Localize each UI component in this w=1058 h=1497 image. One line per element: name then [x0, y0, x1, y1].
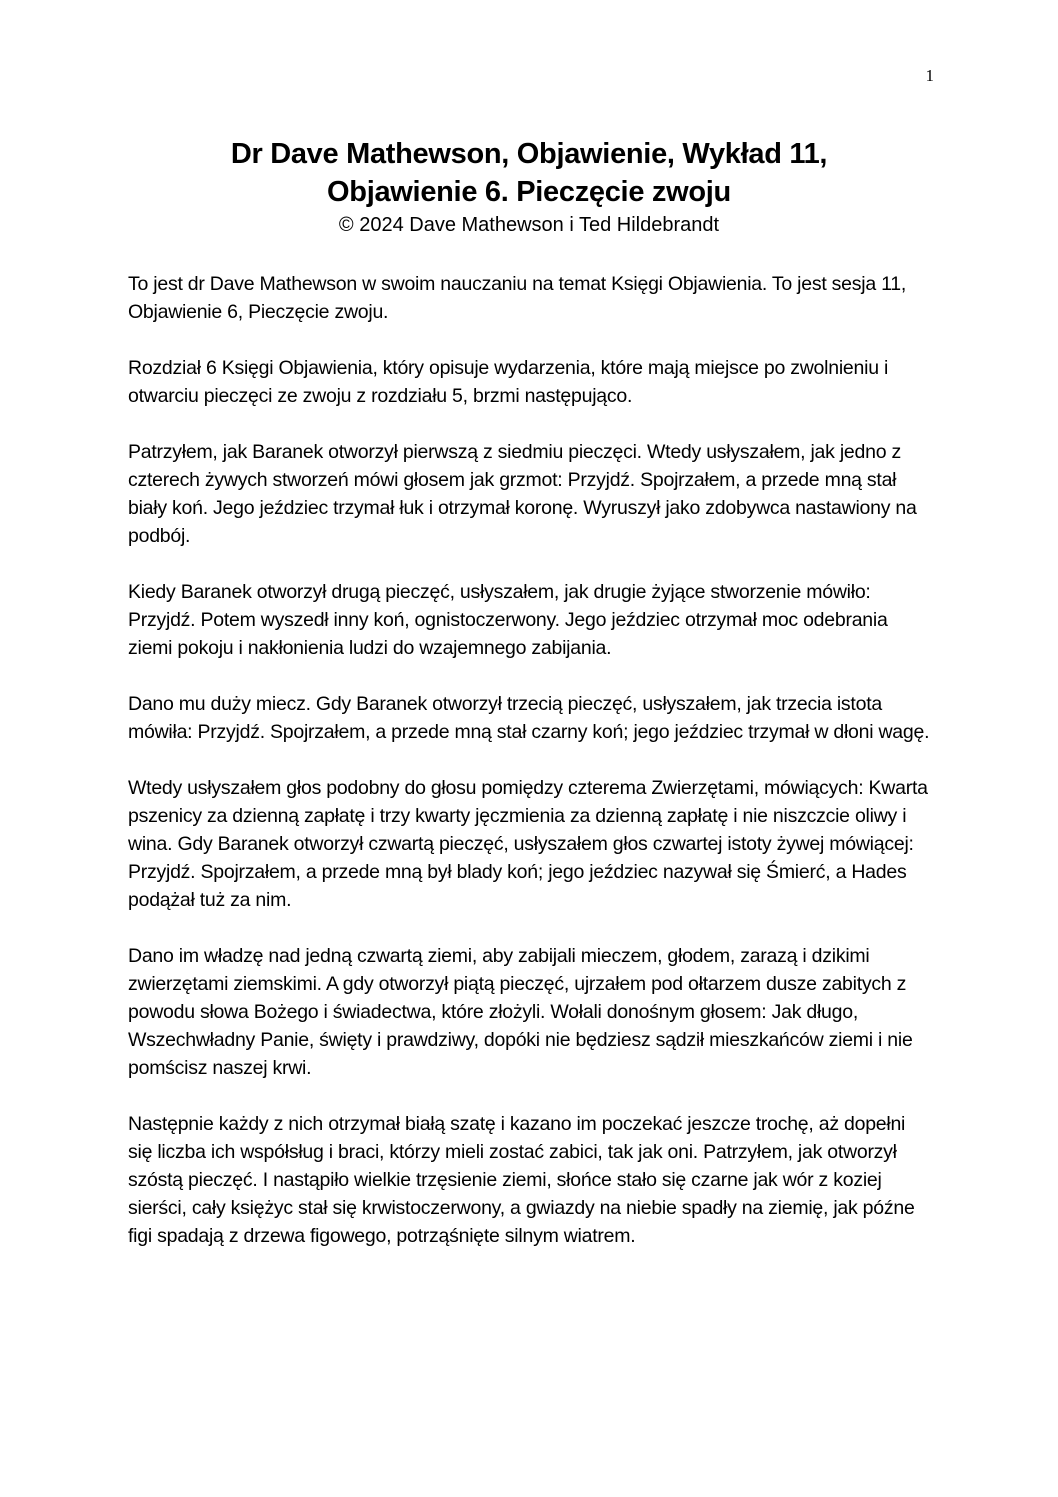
- document-title-line-2: Objawienie 6. Pieczęcie zwoju: [327, 176, 731, 208]
- paragraph-sixth-seal: Następnie każdy z nich otrzymał białą szatę i kazano im poczekać jeszcze trochę, aż dopełni się liczba ich współsług i braci, którzy mieli zostać zabici, tak jak oni. Patrzyłem, jak otworzył szóstą pieczęć. I nastąpiło wielkie trzęsienie ziemi, słońce stało się czarne jak wór z koziej sierści, cały księżyc stał się krwistoczerwony, a gwiazdy na niebie spadły na ziemię, jak późne figi spadają z drzewa figowego, potrząśnięte silnym wiatrem.: [128, 1113, 915, 1247]
- paragraph-chapter-overview: Rozdział 6 Księgi Objawienia, który opisuje wydarzenia, które mają miejsce po zwolnieniu i otwarciu pieczęci ze zwoju z rozdziału 5, brzmi następująco.: [128, 357, 889, 407]
- copyright-notice: © 2024 Dave Mathewson i Ted Hildebrandt: [338, 214, 720, 236]
- document-title-line-1: Dr Dave Mathewson, Objawienie, Wykład 11,: [230, 138, 828, 170]
- document-body: [128, 270, 934, 1278]
- document-header: [100, 135, 958, 239]
- paragraph-third-seal: Dano mu duży miecz. Gdy Baranek otworzył trzecią pieczęć, usłyszałem, jak trzecia istota mówiła: Przyjdź. Spojrzałem, a przede mną stał czarny koń; jego jeździec trzymał w dłoni wagę.: [128, 693, 930, 743]
- paragraph-first-seal: Patrzyłem, jak Baranek otworzył pierwszą z siedmiu pieczęci. Wtedy usłyszałem, jak jedno z czterech żywych stworzeń mówi głosem jak grzmot: Przyjdź. Spojrzałem, a przede mną stał biały koń. Jego jeździec trzymał łuk i otrzymał koronę. Wyruszył jako zdobywca nastawiony na podbój.: [128, 441, 917, 547]
- paragraph-intro: To jest dr Dave Mathewson w swoim nauczaniu na temat Księgi Objawienia. To jest sesja 11, Objawienie 6, Pieczęcie zwoju.: [128, 273, 907, 323]
- paragraph-fifth-seal: Dano im władzę nad jedną czwartą ziemi, aby zabijali mieczem, głodem, zarazą i dzikimi zwierzętami ziemskimi. A gdy otworzył piątą pieczęć, ujrzałem pod ołtarzem dusze zabitych z powodu słowa Bożego i świadectwa, które złożyli. Wołali donośnym głosem: Jak długo, Wszechwładny Panie, święty i prawdziwy, dopóki nie będziesz sądził mieszkańców ziemi i nie pomścisz naszej krwi.: [128, 945, 913, 1079]
- paragraph-fourth-seal: Wtedy usłyszałem głos podobny do głosu pomiędzy czterema Zwierzętami, mówiących: Kwarta pszenicy za dzienną zapłatę i trzy kwarty jęczmienia za dzienną zapłatę i nie niszczcie oliwy i wina. Gdy Baranek otworzył czwartą pieczęć, usłyszałem głos czwartej istoty żywej mówiącej: Przyjdź. Spojrzałem, a przede mną był blady koń; jego jeździec nazywał się Śmierć, a Hades podążał tuż za nim.: [128, 777, 928, 911]
- page-number: 1: [925, 66, 934, 85]
- paragraph-second-seal: Kiedy Baranek otworzył drugą pieczęć, usłyszałem, jak drugie żyjące stworzenie mówiło: Przyjdź. Potem wyszedł inny koń, ognistoczerwony. Jego jeździec otrzymał moc odebrania ziemi pokoju i nakłonienia ludzi do wzajemnego zabijania.: [128, 581, 888, 659]
